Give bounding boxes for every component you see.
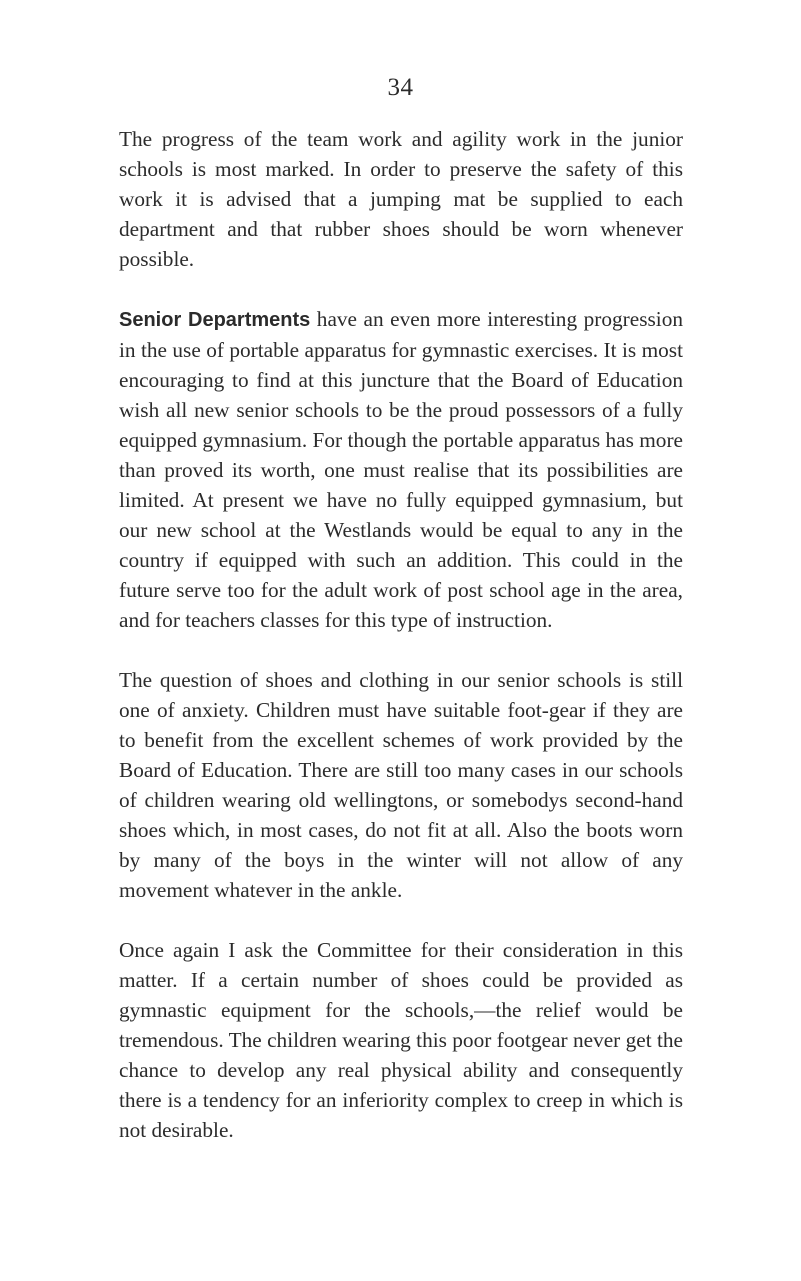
paragraph-committee-request (119, 935, 683, 1145)
paragraph-shoes-clothing (119, 665, 683, 905)
paragraph-text: Once again I ask the Committee for their consideration in this matter. If a certain number of shoes could be provided as gymnastic equipment for the schools,—the relief would be tremendous. The children wearing this poor footgear never get the chance to develop any real physical ability and consequently there is a tendency for an inferiority complex to creep in which is not desirable. (119, 938, 683, 1142)
paragraph-text: The progress of the team work and agility work in the junior schools is most marked. In order to preserve the safety of this work it is advised that a jumping mat be supplied to each department and that rubber shoes should be worn whenever possible. (119, 127, 683, 271)
body-text (119, 124, 683, 1175)
paragraph-team-work (119, 124, 683, 274)
page-number: 34 (387, 74, 414, 101)
paragraph-senior-departments (119, 304, 683, 635)
section-lead-in: Senior Departments (119, 309, 311, 331)
paragraph-text: have an even more interesting progression in the use of portable apparatus for gymnastic exercises. It is most encouraging to find at this juncture that the Board of Education wish all new senior schools to be the proud possessors of a fully equipped gymnasium. For though the portable apparatus has more than proved its worth, one must realise that its possibilities are limited. At present we have no fully equipped gymnasium, but our new school at the Westlands would be equal to any in the country if equipped with such an addition. This could in the future serve too for the adult work of post school age in the area, and for teachers classes for this type of instruction. (119, 307, 683, 632)
paragraph-text: The question of shoes and clothing in our senior schools is still one of anxiety. Children must have suitable foot-gear if they are to benefit from the excellent schemes of work provided by the Board of Education. There are still too many cases in our schools of children wearing old wellingtons, or somebodys second-hand shoes which, in most cases, do not fit at all. Also the boots worn by many of the boys in the winter will not allow of any movement whatever in the ankle. (119, 668, 683, 902)
